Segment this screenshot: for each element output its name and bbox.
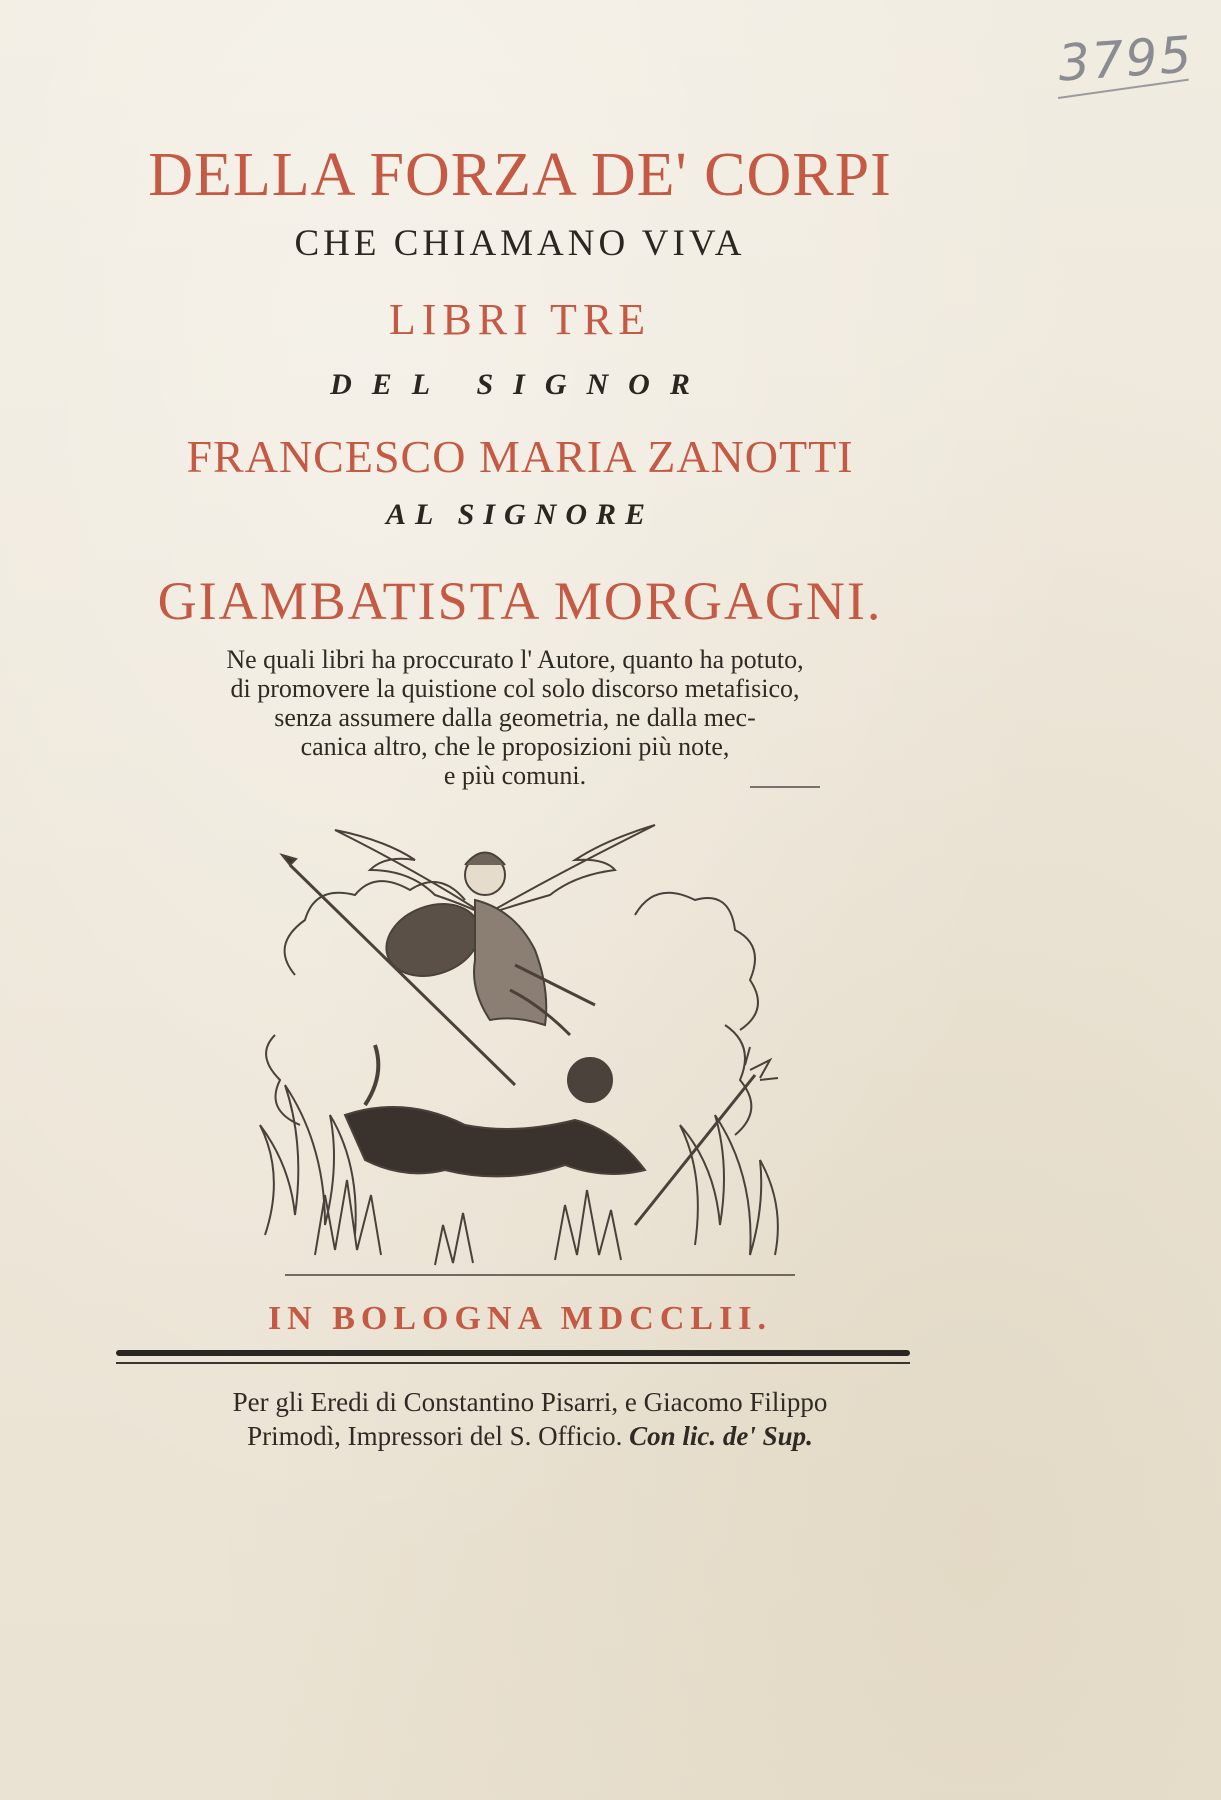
printer-statement — [90, 1385, 970, 1453]
title-line-2: CHE CHIAMANO VIVA — [294, 223, 746, 264]
title-line-6: AL SIGNORE — [385, 498, 655, 531]
ink-dash — [750, 786, 820, 788]
printer-line-2: Primodì, Impressori del S. Officio. — [247, 1421, 623, 1451]
printer-line-1: Per gli Eredi di Constantino Pisarri, e Giacomo Filippo — [232, 1387, 828, 1417]
pencil-shelfmark: 3795 — [1056, 25, 1196, 93]
description-paragraph — [95, 645, 935, 790]
title-line-3: LIBRI TRE — [388, 295, 652, 344]
description-line: di promovere la quistione col solo discorso metafisico, — [230, 674, 800, 703]
description-line: senza assumere dalla geometria, ne dalla mec- — [274, 703, 756, 732]
license-note: Con lic. de' Sup. — [629, 1421, 813, 1451]
imprint-place-date: IN BOLOGNA MDCCLII. — [267, 1300, 773, 1337]
description-line: e più comuni. — [443, 761, 587, 790]
thin-rule — [116, 1362, 910, 1364]
thick-rule — [116, 1350, 910, 1356]
description-line: canica altro, che le proposizioni più note, — [300, 732, 730, 761]
title-line-1: DELLA FORZA DE' CORPI — [148, 141, 892, 209]
archangel-michael-defeating-devil-icon — [255, 805, 815, 1295]
description-line: Ne quali libri ha proccurato l' Autore, quanto ha potuto, — [226, 645, 804, 674]
author-name: FRANCESCO MARIA ZANOTTI — [186, 431, 854, 482]
dedicatee-name: GIAMBATISTA MORGAGNI. — [157, 571, 883, 631]
title-line-4: DEL SIGNOR — [330, 368, 710, 401]
printer-line-2-wrap — [90, 1419, 970, 1453]
